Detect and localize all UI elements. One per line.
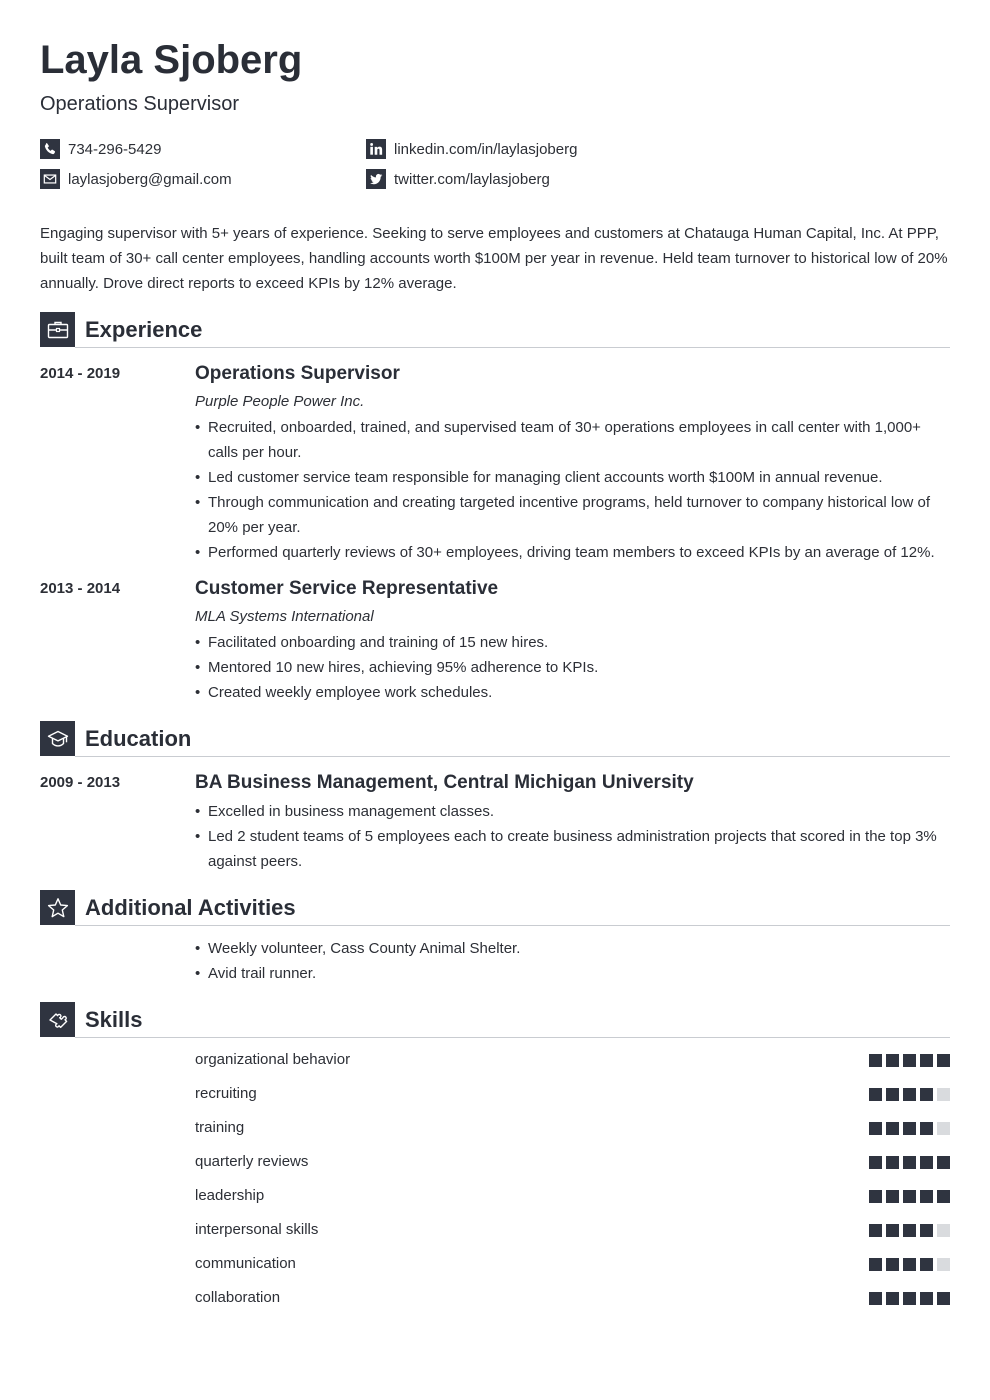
- phone-icon: [40, 139, 60, 159]
- candidate-name: Layla Sjoberg: [40, 38, 303, 82]
- rating-dot-filled: [869, 1190, 882, 1203]
- rating-dot-filled: [869, 1122, 882, 1135]
- skill-row: [195, 1254, 950, 1274]
- list-item: • Facilitated onboarding and training of 15 new hires.: [195, 630, 950, 655]
- section-divider: [75, 756, 950, 757]
- skill-row: [195, 1050, 950, 1070]
- job-dates: 2013 - 2014: [40, 580, 121, 597]
- job-company: Purple People Power Inc.: [195, 393, 365, 410]
- rating-dot-filled: [937, 1292, 950, 1305]
- rating-dot-filled: [869, 1054, 882, 1067]
- contact-twitter: [366, 168, 550, 190]
- education-heading: Education: [85, 726, 192, 751]
- contact-email: [40, 168, 232, 190]
- contact-phone: [40, 138, 161, 160]
- skill-name: organizational behavior: [195, 1051, 351, 1068]
- list-item: • Weekly volunteer, Cass County Animal Shelter.: [195, 936, 950, 961]
- skill-rating: [865, 1088, 950, 1101]
- education-section-header: [40, 721, 950, 757]
- linkedin-text[interactable]: linkedin.com/in/laylasjoberg: [394, 140, 578, 158]
- list-item: • Avid trail runner.: [195, 961, 950, 986]
- list-item: • Led 2 student teams of 5 employees each to create business administration projects that scored in the top 3% against peers.: [195, 824, 950, 874]
- rating-dot-filled: [920, 1156, 933, 1169]
- linkedin-icon: [366, 139, 386, 159]
- job-bullets: [195, 630, 950, 705]
- rating-dot-filled: [937, 1054, 950, 1067]
- skill-name: leadership: [195, 1187, 265, 1204]
- activities-bullets: [195, 936, 950, 986]
- twitter-icon: [366, 169, 386, 189]
- star-icon: [40, 890, 75, 925]
- list-item: • Led customer service team responsible for managing client accounts worth $100M in annual revenue.: [195, 465, 950, 490]
- rating-dot-filled: [903, 1156, 916, 1169]
- section-divider: [75, 925, 950, 926]
- skill-rating: [865, 1292, 950, 1305]
- education-degree: BA Business Management, Central Michigan University: [195, 772, 694, 793]
- puzzle-icon: [40, 1002, 75, 1037]
- activities-section-header: [40, 890, 950, 926]
- rating-dot-filled: [869, 1156, 882, 1169]
- email-text[interactable]: laylasjoberg@gmail.com: [68, 170, 232, 188]
- section-divider: [75, 1037, 950, 1038]
- section-divider: [75, 347, 950, 348]
- rating-dot-empty: [937, 1258, 950, 1271]
- skills-section-header: [40, 1002, 950, 1038]
- skill-rating: [865, 1258, 950, 1271]
- rating-dot-empty: [937, 1122, 950, 1135]
- skill-name: communication: [195, 1255, 296, 1272]
- rating-dot-filled: [869, 1088, 882, 1101]
- skill-name: training: [195, 1119, 245, 1136]
- list-item: • Recruited, onboarded, trained, and supervised team of 30+ operations employees in call center with 1,000+ calls per hour.: [195, 415, 950, 465]
- list-item: • Mentored 10 new hires, achieving 95% adherence to KPIs.: [195, 655, 950, 680]
- skill-name: interpersonal skills: [195, 1221, 319, 1238]
- rating-dot-filled: [886, 1122, 899, 1135]
- rating-dot-filled: [920, 1088, 933, 1101]
- list-item: • Through communication and creating targeted incentive programs, held turnover to company historical low of 20% per year.: [195, 490, 950, 540]
- skill-row: [195, 1084, 950, 1104]
- summary-paragraph: Engaging supervisor with 5+ years of experience. Seeking to serve employees and customers at Chatauga Human Capital, Inc. At PPP, built team of 30+ call center employees, handling accounts worth $100M per year in revenue. Held team turnover to historical low of 20% annually. Drove direct reports to exceed KPIs by 12% average.: [40, 225, 948, 292]
- rating-dot-filled: [903, 1190, 916, 1203]
- skills-heading: Skills: [85, 1007, 143, 1032]
- experience-heading: Experience: [85, 317, 203, 342]
- job-company: MLA Systems International: [195, 608, 374, 625]
- job-title: Customer Service Representative: [195, 578, 499, 599]
- rating-dot-empty: [937, 1088, 950, 1101]
- graduation-cap-icon: [40, 721, 75, 756]
- skill-rating: [865, 1054, 950, 1067]
- skill-name: quarterly reviews: [195, 1153, 309, 1170]
- job-dates: 2014 - 2019: [40, 365, 121, 382]
- skill-row: [195, 1186, 950, 1206]
- rating-dot-filled: [869, 1258, 882, 1271]
- skill-row: [195, 1118, 950, 1138]
- skill-rating: [865, 1122, 950, 1135]
- rating-dot-filled: [920, 1054, 933, 1067]
- rating-dot-filled: [937, 1156, 950, 1169]
- rating-dot-filled: [886, 1258, 899, 1271]
- skill-rating: [865, 1224, 950, 1237]
- list-item: • Excelled in business management classes.: [195, 799, 950, 824]
- skill-row: [195, 1152, 950, 1172]
- rating-dot-filled: [903, 1292, 916, 1305]
- rating-dot-filled: [920, 1258, 933, 1271]
- job-bullets: [195, 415, 950, 565]
- rating-dot-filled: [903, 1122, 916, 1135]
- skill-name: collaboration: [195, 1289, 281, 1306]
- twitter-text[interactable]: twitter.com/laylasjoberg: [394, 170, 550, 188]
- briefcase-icon: [40, 312, 75, 347]
- list-item: • Created weekly employee work schedules.: [195, 680, 950, 705]
- rating-dot-filled: [903, 1088, 916, 1101]
- skill-rating: [865, 1190, 950, 1203]
- rating-dot-filled: [937, 1190, 950, 1203]
- skill-name: recruiting: [195, 1085, 257, 1102]
- rating-dot-filled: [886, 1088, 899, 1101]
- rating-dot-filled: [886, 1054, 899, 1067]
- rating-dot-filled: [886, 1190, 899, 1203]
- skill-rating: [865, 1156, 950, 1169]
- skill-row: [195, 1220, 950, 1240]
- rating-dot-filled: [920, 1224, 933, 1237]
- rating-dot-filled: [903, 1258, 916, 1271]
- activities-heading: Additional Activities: [85, 895, 296, 920]
- experience-section-header: [40, 312, 950, 348]
- rating-dot-filled: [920, 1292, 933, 1305]
- rating-dot-filled: [886, 1292, 899, 1305]
- rating-dot-filled: [886, 1156, 899, 1169]
- phone-text: 734-296-5429: [68, 140, 162, 158]
- rating-dot-filled: [903, 1224, 916, 1237]
- candidate-title: Operations Supervisor: [40, 93, 239, 115]
- rating-dot-filled: [903, 1054, 916, 1067]
- contact-linkedin: [366, 138, 577, 160]
- list-item: • Performed quarterly reviews of 30+ employees, driving team members to exceed KPIs by an average of 12%.: [195, 540, 950, 565]
- education-dates: 2009 - 2013: [40, 774, 121, 791]
- rating-dot-filled: [869, 1224, 882, 1237]
- education-bullets: [195, 799, 950, 874]
- rating-dot-filled: [920, 1122, 933, 1135]
- envelope-icon: [40, 169, 60, 189]
- rating-dot-filled: [886, 1224, 899, 1237]
- job-title: Operations Supervisor: [195, 363, 400, 384]
- rating-dot-filled: [920, 1190, 933, 1203]
- rating-dot-empty: [937, 1224, 950, 1237]
- skill-row: [195, 1288, 950, 1308]
- rating-dot-filled: [869, 1292, 882, 1305]
